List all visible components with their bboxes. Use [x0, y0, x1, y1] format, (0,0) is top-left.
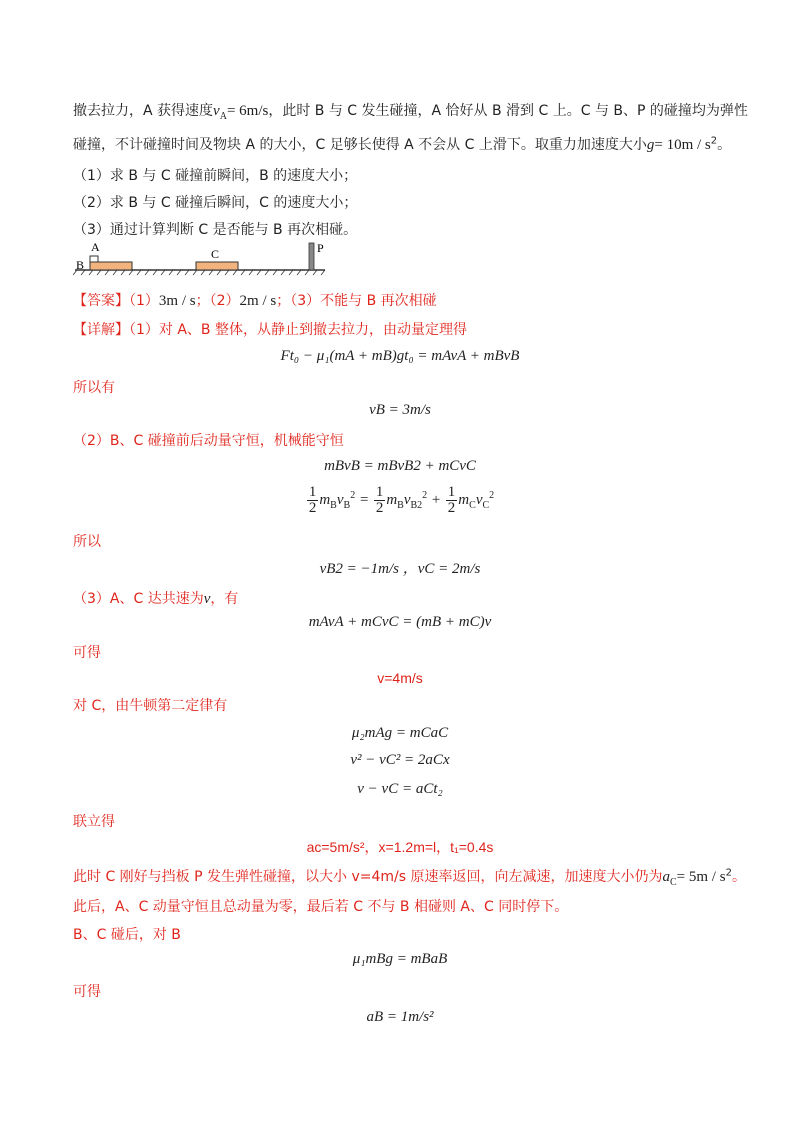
question-2: （2）求 B 与 C 碰撞后瞬间，C 的速度大小； — [73, 195, 358, 211]
equation-10: v − vC = aCt₂ — [357, 781, 443, 797]
equation-7: v=4m/s — [377, 670, 423, 686]
solution-part-2-intro: （2）B、C 碰撞前后动量守恒，机械能守恒 — [73, 433, 344, 449]
equation-13: aB = 1m/s² — [366, 1009, 434, 1025]
question-3: （3）通过计算判断 C 是否能与 B 再次相碰。 — [73, 222, 358, 238]
var-va: $v_A$ — [213, 103, 227, 122]
solution-part-1-intro: 【详解】（1）对 A、B 整体，从静止到撤去拉力，由动量定理得 — [73, 322, 467, 338]
problem-line-1: 撤去拉力，A 获得速度$v_A= 6m/s$，此时 B 与 C 发生碰撞，A 恰好从 B 滑到 C 上。C 与 B、P 的碰撞均为弹性 — [73, 103, 748, 122]
answer-line: 【答案】（1）3m / s；（2）2m / s；（3）不能与 B 再次相碰 — [73, 293, 437, 309]
equation-2: vB = 3m/s — [369, 402, 431, 418]
label-c: C — [211, 247, 220, 261]
block-b — [90, 262, 132, 270]
kede-2: 可得 — [73, 984, 101, 1000]
label-b: B — [76, 258, 85, 272]
block-a — [90, 256, 98, 262]
label-p: P — [317, 241, 324, 255]
bc-after: B、C 碰后，对 B — [73, 927, 181, 943]
equation-3: mBvB = mBvB2 + mCvC — [324, 458, 476, 474]
lianli: 联立得 — [73, 814, 115, 830]
var-ac: $a_C$ — [662, 869, 677, 888]
var-v: v — [203, 591, 211, 607]
block-c — [196, 262, 238, 270]
equation-9: v² − vC² = 2aCx — [350, 752, 450, 768]
equation-12: μ₁mBg = mBaB — [352, 951, 448, 967]
label-a: A — [91, 240, 100, 254]
so-2: 所以 — [73, 534, 101, 550]
kede-1: 可得 — [73, 645, 101, 661]
problem-line-2: 碰撞，不计碰撞时间及物块 A 的大小，C 足够长使得 A 不会从 C 上滑下。取重力加速度大小$g= 10m / s^2$。 — [73, 135, 732, 153]
paragraph-2: 此后，A、C 动量守恒且总动量为零，最后若 C 不与 B 相碰则 A、C 同时停下。 — [73, 899, 569, 915]
question-1: （1）求 B 与 C 碰撞前瞬间，B 的速度大小； — [73, 168, 358, 184]
equation-6: mAvA + mCvC = (mB + mC)v — [308, 614, 492, 630]
so-1: 所以有 — [73, 380, 115, 396]
equation-1: Ft₀ − μ₁(mA + mB)gt₀ = mAvA + mBvB — [280, 348, 520, 364]
var-g: g — [646, 137, 655, 153]
newton-intro: 对 C，由牛顿第二定律有 — [73, 698, 228, 714]
paragraph-1: 此时 C 刚好与挡板 P 发生弹性碰撞，以大小 v=4m/s 原速率返回，向左减速，加速度大小仍为$a_C= 5m / s^2$。 — [73, 867, 746, 888]
equation-5: vB2 = −1m/s ，vC = 2m/s — [319, 561, 481, 577]
physics-diagram — [73, 240, 333, 280]
equation-4: $\frac{1}{2}$ $m_Bv_B^2$ = $\frac{1}{2}$ $m_Bv_{B2}^2$ + $\frac{1}{2}$ $m_Cv_C^2$ — [308, 484, 495, 516]
wall-p — [309, 243, 314, 270]
equation-11: ac=5m/s²，x=1.2m=l，t₁=0.4s — [306, 839, 494, 855]
solution-part-3-intro: （3）A、C 达共速为v，有 — [73, 591, 239, 607]
equation-8: μ₂mAg = mCaC — [351, 725, 449, 741]
